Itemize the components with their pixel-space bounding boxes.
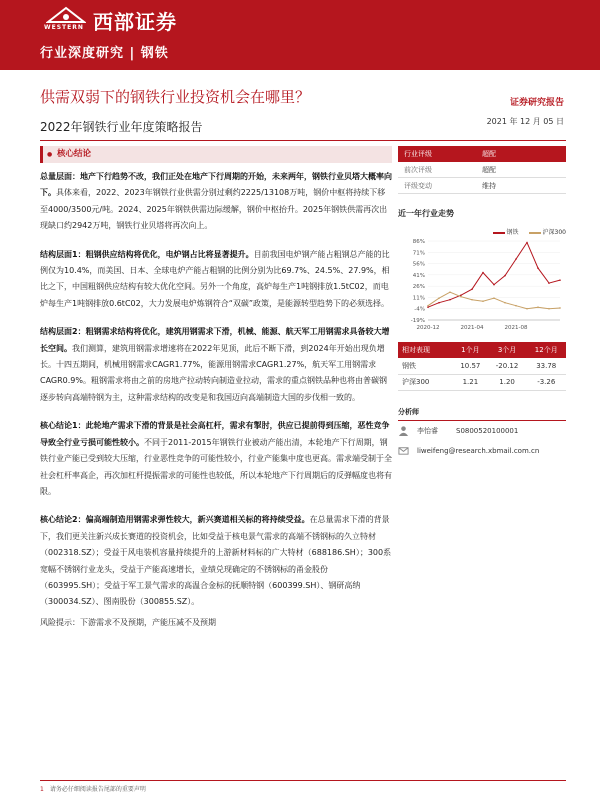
summary-paragraph xyxy=(40,418,392,500)
summary-paragraph xyxy=(40,247,392,313)
rating-row-value: 超配 xyxy=(482,165,496,174)
footer xyxy=(40,784,146,793)
trend-chart-svg xyxy=(398,236,566,336)
header-bar xyxy=(0,0,600,70)
y-tick-label: 71% xyxy=(412,250,425,257)
table-cell: -20.12 xyxy=(488,358,527,374)
brand-name-cn: 西部证券 xyxy=(93,10,177,34)
paragraph-body: 我们测算，建筑用钢需求增速将在2022年见顶，此后不断下滑，到2024年开始出现负增长。十四五期间，机械用钢需求CAGR1.77%，能源用钢需求CAGR1.27%，航天军工用钢需求CAGR0.9%。粗钢需求将由之前的房地产拉动转向制造业拉动，需求的重点钢铁品种也将由普碳钢逐步转向高端特钢为主，这种需求结构的改变是和我国迈向高端制造大国的步伐相一致的。 xyxy=(40,343,387,402)
y-tick-label: 11% xyxy=(412,295,425,302)
rating-row-label: 前次评级 xyxy=(404,165,432,174)
data-point xyxy=(504,302,506,304)
data-point xyxy=(427,305,429,307)
report-title: 供需双弱下的钢铁行业投资机会在哪里？ xyxy=(40,88,311,106)
paragraph-lead: 核心结论1：此轮地产需求下滑的背景是社会高杠杆，需求有掣肘，供应已提前得到压缩，恶性竞争导致全行业亏损可能性较小。 xyxy=(40,421,390,447)
x-tick-label: 2021-08 xyxy=(504,325,528,331)
legend-swatch xyxy=(493,232,505,234)
data-point xyxy=(559,279,561,281)
table-cell: 沪深300 xyxy=(398,374,453,390)
report-type: 证券研究报告 xyxy=(509,98,564,108)
email-icon xyxy=(398,445,409,456)
paragraph-body: 目前我国电炉钢产能占粗钢总产能的比例仅为10.4%，而美国、日本、全球电炉产能占粗钢的比例分别为比69.7%、24.5%、27.9%，相比之下，中国粗钢供应结构有较大优化空间。另外一个角度，高炉每生产1吨钢排放1.5tC02，而电炉每生产1吨钢排放0.6tC02，大力发展电炉炼钢符合“双碳”政策，是能源转型趋势下的必须选择。 xyxy=(40,249,390,308)
analyst-info xyxy=(398,421,566,441)
table-cell: 10.57 xyxy=(453,358,488,374)
report-category: 行业深度研究 | 钢铁 xyxy=(40,46,169,61)
data-point xyxy=(504,275,506,277)
trend-chart xyxy=(398,236,566,336)
summary-paragraph xyxy=(40,169,392,235)
data-point xyxy=(493,297,495,299)
legend-label: 沪深300 xyxy=(542,229,566,236)
returns-header: 1个月 xyxy=(453,342,488,358)
data-point xyxy=(449,299,451,301)
y-tick-label: 41% xyxy=(412,272,425,279)
analyst-email[interactable]: liweifeng@research.xbmail.com.cn xyxy=(417,446,540,455)
rating-header xyxy=(398,146,566,162)
paragraph-lead: 总量层面：地产下行趋势不改，我们正处在地产下行周期的开始，未来两年，钢铁行业贝塔大概率向下。 xyxy=(40,172,392,198)
table-cell: 钢铁 xyxy=(398,358,453,374)
trend-title: 近一年行业走势 xyxy=(398,209,454,218)
brand-name-en: WESTERN xyxy=(44,24,84,31)
data-point xyxy=(537,306,539,308)
returns-header: 12个月 xyxy=(527,342,567,358)
data-point xyxy=(548,308,550,310)
legend-item xyxy=(529,227,566,236)
data-point xyxy=(515,258,517,260)
data-point xyxy=(493,284,495,286)
summary-column xyxy=(40,146,392,628)
data-point xyxy=(460,294,462,296)
legend-swatch xyxy=(529,232,541,234)
risk-warning: 风险提示：下游需求不及预期，产能压减不及预期 xyxy=(40,617,216,627)
data-point xyxy=(427,306,429,308)
data-point xyxy=(559,307,561,309)
returns-table xyxy=(398,342,566,391)
table-cell: 33.78 xyxy=(527,358,567,374)
person-icon xyxy=(398,425,409,436)
data-point xyxy=(515,305,517,307)
chart-legend xyxy=(398,227,566,236)
data-point xyxy=(438,302,440,304)
data-point xyxy=(482,272,484,274)
y-tick-label: 86% xyxy=(412,239,425,245)
summary-paragraph xyxy=(40,324,392,406)
returns-header-row xyxy=(398,342,566,358)
data-point xyxy=(449,291,451,293)
data-point xyxy=(471,288,473,290)
paragraph-body: 具体来看，2022、2023年钢铁行业供需分别过剩约2225/13108万吨，钢价中枢将持续下移至4000/3500元/吨。2024、2025年钢铁供需边际缓解，钢价中枢抬升。2025年钢铁供需再次出现缺口约2942万吨，钢铁行业贝塔将再次向上。 xyxy=(40,188,388,231)
report-date: 2021 年 12 月 05 日 xyxy=(486,117,564,126)
data-point xyxy=(482,300,484,302)
legend-label: 钢铁 xyxy=(506,229,519,236)
analyst-heading: 分析师 xyxy=(398,407,566,421)
rating-row xyxy=(398,178,566,194)
analyst-email-row xyxy=(398,441,566,461)
table-cell: 1.20 xyxy=(488,374,527,390)
analyst-name: 李怡睿 xyxy=(417,426,438,435)
legend-item xyxy=(493,227,519,236)
y-tick-label: -4% xyxy=(414,306,425,313)
rating-row-label: 评级变动 xyxy=(404,181,432,190)
y-tick-label: 26% xyxy=(412,284,425,291)
returns-header: 相对表现 xyxy=(398,342,453,358)
x-tick-label: 2020-12 xyxy=(416,325,440,331)
data-point xyxy=(537,267,539,269)
report-subtitle: 2022年钢铁行业年度策略报告 xyxy=(40,120,203,134)
x-tick-label: 2021-04 xyxy=(460,325,484,331)
summary-paragraph xyxy=(40,512,392,610)
data-point xyxy=(548,282,550,284)
paragraph-lead: 核心结论2：偏高端制造用钢需求弹性较大，新兴赛道相关标的将持续受益。 xyxy=(40,515,310,525)
data-point xyxy=(460,296,462,298)
footer-disclaimer: 请务必仔细阅读报告尾部的重要声明 xyxy=(49,786,146,793)
table-row xyxy=(398,374,566,390)
y-tick-label: 56% xyxy=(412,261,425,268)
paragraph-body: 不同于2011-2015年钢铁行业被动产能出清，本轮地产下行周期，钢铁行业产能已受到较大压缩，行业恶性竞争的可能性较小，行业产能集中度也更高。需求端受制于全社会杠杆率高企，再次加杠杆提振需求的可能性也较低，所以本轮地产下行周期后的反弹幅度也将有限。 xyxy=(40,437,392,496)
paragraph-lead: 结构层面1：粗钢供应结构将优化，电炉钢占比将显著提升。 xyxy=(40,249,254,259)
section-heading: ● 核心结论 xyxy=(40,146,392,163)
y-tick-label: -19% xyxy=(410,318,425,324)
footer-divider xyxy=(40,780,566,781)
paragraph-body: 在总量需求下滑的背景下，我们更关注新兴成长赛道的投资机会，比如受益于核电景气需求的高端不锈钢标的久立特材（002318.SZ）；受益于风电装机容量持续提升的上游新材料标的广大特材（688186.SH）；300系宽幅不锈钢行业龙头，受益于产能高速增长，业绩兑现确定的不锈钢标的甬金股份（603995.SH）；受益于军工景气需求的高温合金标的抚顺特钢（600399.SH）、钢研高纳（300034.SZ）、图南股份（300855.SZ）。 xyxy=(40,515,392,607)
rating-row xyxy=(398,162,566,178)
table-row xyxy=(398,358,566,374)
rating-label: 行业评级 xyxy=(404,150,432,158)
rating-row-value: 维持 xyxy=(482,181,496,190)
data-point xyxy=(526,242,528,244)
rating-value: 超配 xyxy=(482,150,496,158)
sidebar-column xyxy=(398,146,566,461)
returns-header: 3个月 xyxy=(488,342,527,358)
data-point xyxy=(471,299,473,301)
table-cell: -3.26 xyxy=(527,374,567,390)
paragraph-lead: 结构层面2：粗钢需求结构将优化，建筑用钢需求下滑，机械、能源、航天军工用钢需求具备较大增长空间。 xyxy=(40,327,390,353)
data-point xyxy=(526,308,528,310)
analyst-license: S0800520100001 xyxy=(456,426,519,435)
logo-icon xyxy=(46,6,86,24)
title-divider xyxy=(40,140,566,141)
table-cell: 1.21 xyxy=(453,374,488,390)
page-number: 1 xyxy=(40,786,44,793)
data-point xyxy=(438,297,440,299)
